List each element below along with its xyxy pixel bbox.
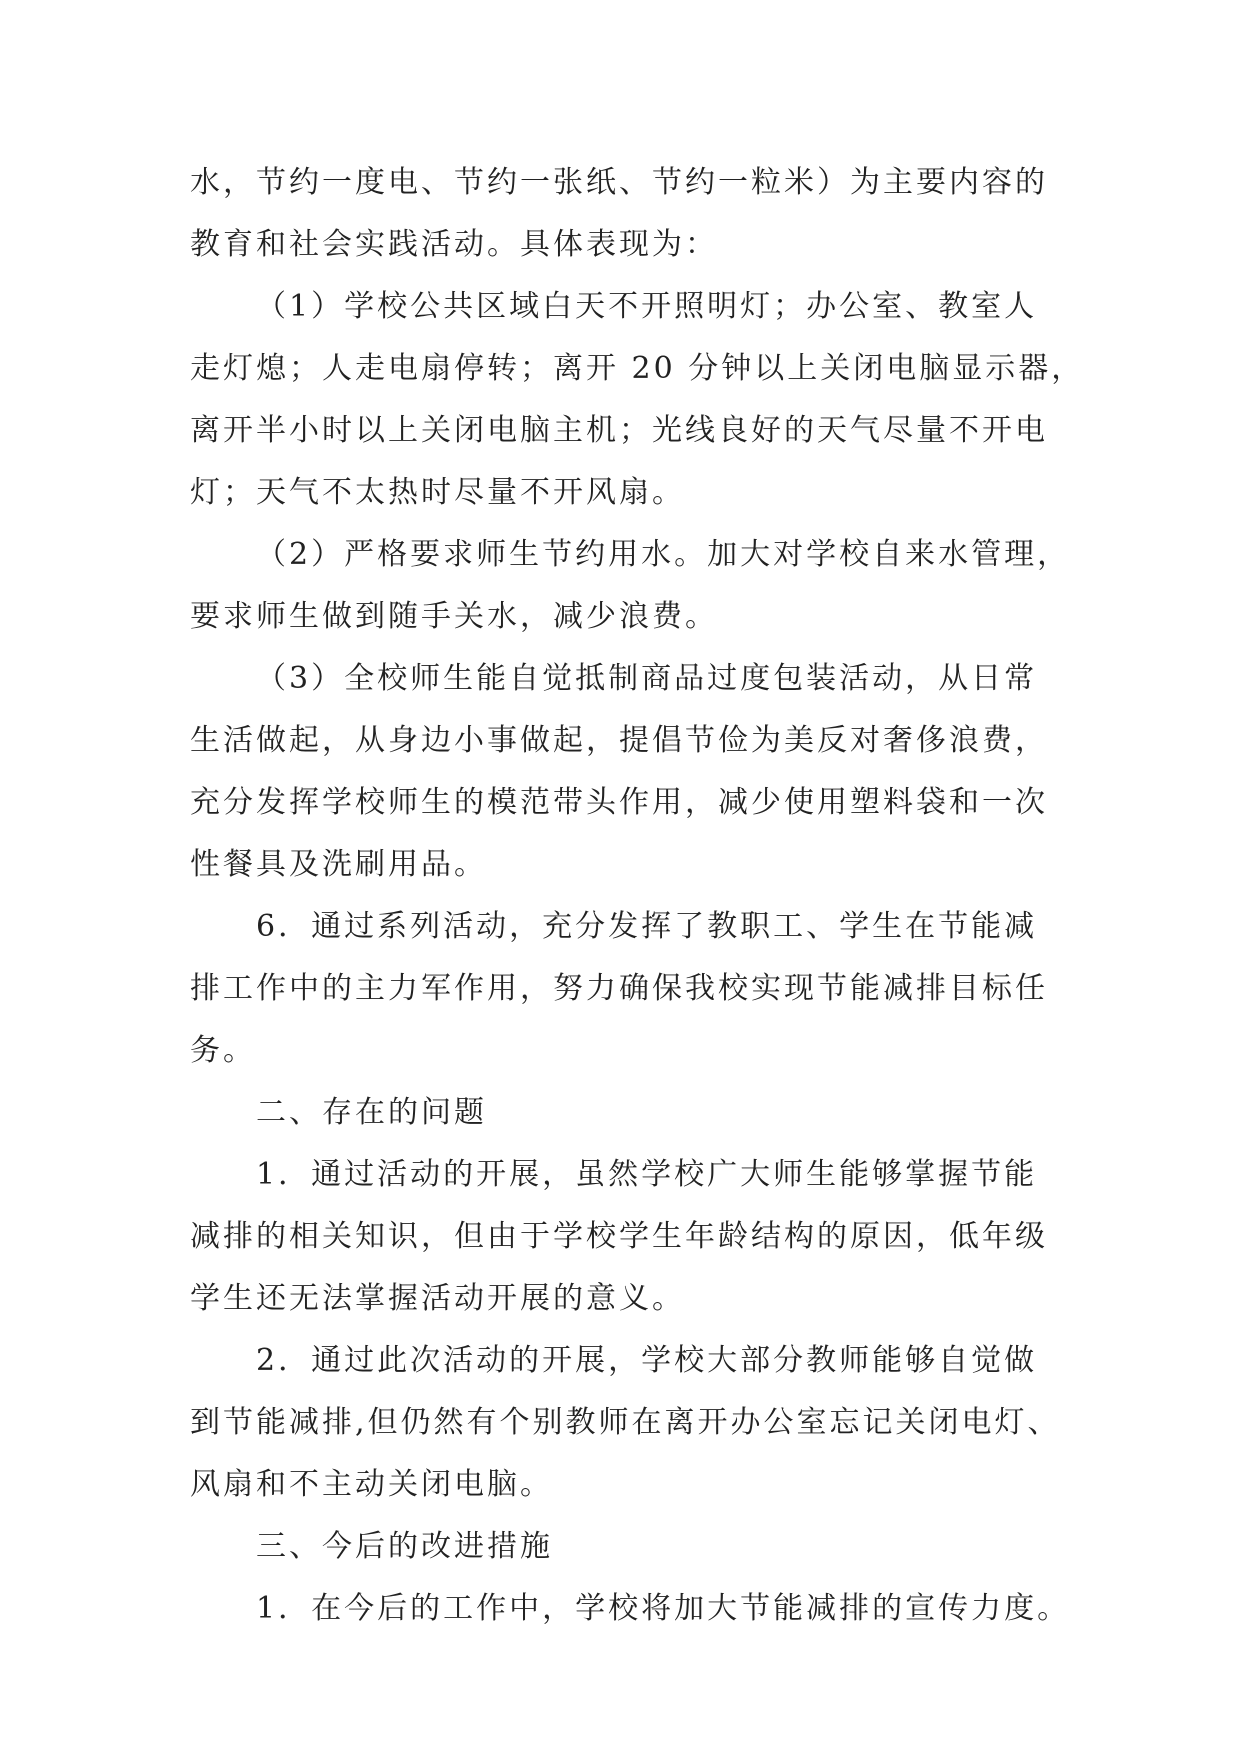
text-line: 教育和社会实践活动。具体表现为： (190, 227, 718, 262)
text-line: 灯；天气不太热时尽量不开风扇。 (190, 475, 685, 510)
text-line: 要求师生做到随手关水，减少浪费。 (190, 599, 718, 634)
section-heading: 二、存在的问题 (256, 1095, 487, 1130)
text-line: 到节能减排,但仍然有个别教师在离开办公室忘记关闭电灯、 (190, 1405, 1061, 1440)
text-line: 水，节约一度电、节约一张纸、节约一粒米）为主要内容的 (190, 165, 1048, 200)
text-line: 1．在今后的工作中，学校将加大节能减排的宣传力度。 (256, 1591, 1071, 1626)
text-line: 走灯熄；人走电扇停转；离开 20 分钟以上关闭电脑显示器， (190, 351, 1085, 386)
text-line: （3）全校师生能自觉抵制商品过度包装活动，从日常 (256, 661, 1038, 696)
text-line: 充分发挥学校师生的模范带头作用，减少使用塑料袋和一次 (190, 785, 1048, 820)
text-line: 务。 (190, 1033, 256, 1068)
document-page (190, 152, 1085, 1640)
text-line: 2．通过此次活动的开展，学校大部分教师能够自觉做 (256, 1343, 1038, 1378)
text-line: 1．通过活动的开展，虽然学校广大师生能够掌握节能 (256, 1157, 1038, 1192)
text-line: （1）学校公共区域白天不开照明灯；办公室、教室人 (256, 289, 1038, 324)
text-line: 离开半小时以上关闭电脑主机；光线良好的天气尽量不开电 (190, 413, 1048, 448)
text-line: 生活做起，从身边小事做起，提倡节俭为美反对奢侈浪费， (190, 723, 1048, 758)
text-line: 减排的相关知识，但由于学校学生年龄结构的原因，低年级 (190, 1219, 1048, 1254)
text-line: 排工作中的主力军作用，努力确保我校实现节能减排目标任 (190, 971, 1048, 1006)
text-line: 风扇和不主动关闭电脑。 (190, 1467, 553, 1502)
text-line: （2）严格要求师生节约用水。加大对学校自来水管理， (256, 537, 1071, 572)
text-line: 性餐具及洗刷用品。 (190, 847, 487, 882)
text-line: 6．通过系列活动，充分发挥了教职工、学生在节能减 (256, 909, 1038, 944)
text-line: 学生还无法掌握活动开展的意义。 (190, 1281, 685, 1316)
section-heading: 三、今后的改进措施 (256, 1529, 553, 1564)
